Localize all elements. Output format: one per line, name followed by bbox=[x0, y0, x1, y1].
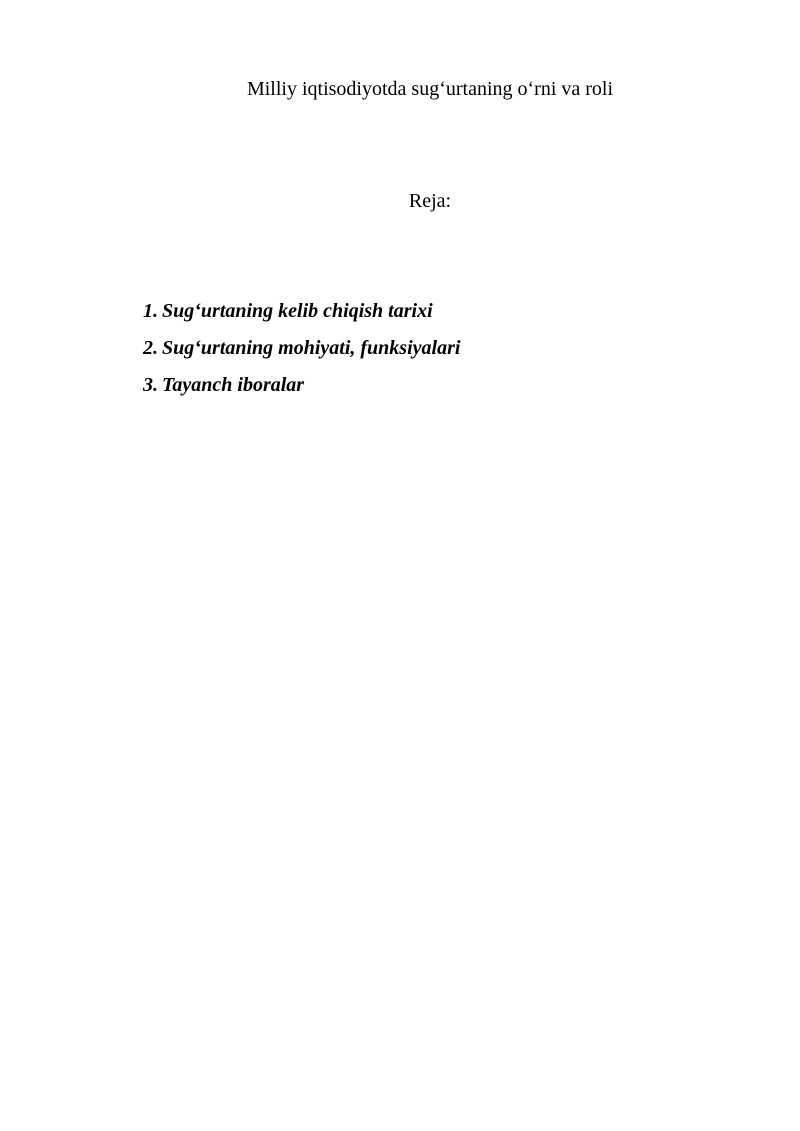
plan-item-text: Tayanch iboralar bbox=[162, 374, 305, 396]
plan-item-1 bbox=[143, 298, 460, 335]
plan-heading: Reja: bbox=[408, 190, 452, 212]
plan-item-number: 1. bbox=[143, 300, 158, 322]
plan-item-2 bbox=[143, 335, 460, 372]
plan-item-text: Sug‘urtaning mohiyati, funksiyalari bbox=[162, 337, 461, 359]
document-title: Milliy iqtisodiyotda sug‘urtaning o‘rni va roli bbox=[246, 78, 614, 100]
plan-item-number: 2. bbox=[143, 337, 158, 359]
plan-item-3 bbox=[143, 372, 460, 409]
plan-item-number: 3. bbox=[143, 374, 158, 396]
plan-item-text: Sug‘urtaning kelib chiqish tarixi bbox=[162, 300, 433, 322]
plan-list bbox=[143, 298, 460, 409]
